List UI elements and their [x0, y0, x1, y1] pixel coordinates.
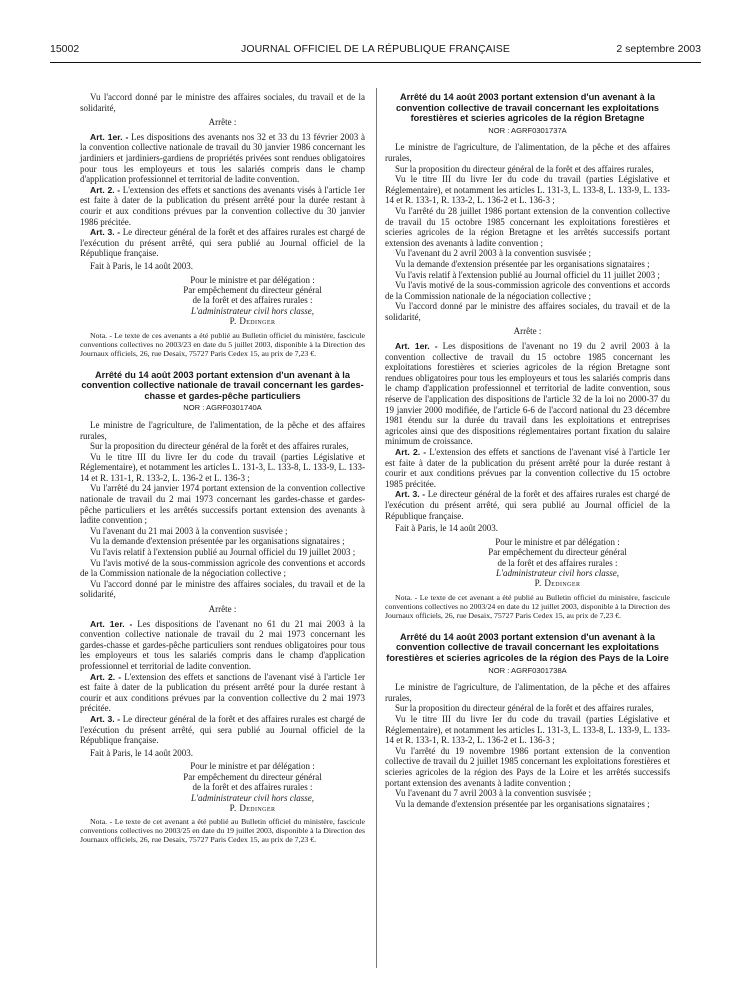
- article-label: Art. 1er. -: [90, 618, 133, 629]
- left-column: [80, 92, 365, 856]
- visa-paragraph: Vu l'arrêté du 19 novembre 1986 portant extension de la convention collective de travail du 2 juillet 1985 concernant les exploitations forestières et scieries agricoles de la région des Pays de la Loire et les arrêtés successifs portant extension des avenants à ladite convention ;: [385, 745, 670, 788]
- visa-paragraph: Vu le titre III du livre Ier du code du travail (parties Législative et Réglementaire), et notamment les articles L. 131-3, L. 133-8, L. 133-9, L. 133-14 et R. 133-1, R. 133-2, L. 136-2 et L. 136-3 ;: [385, 174, 670, 206]
- visa-paragraph: Vu la demande d'extension présentée par les organisations signataires ;: [395, 798, 650, 809]
- visa-paragraph: Vu l'avis relatif à l'extension publié au Journal officiel du 19 juillet 2003 ;: [90, 547, 356, 558]
- article-label: Art. 3. -: [90, 713, 121, 724]
- nor-reference: NOR : AGRF0301740A: [183, 403, 262, 413]
- nota-note: Nota. - Le texte de cet avenant a été publié au Bulletin officiel du ministère, fascicule conventions collectives no 2003/24 en date du 12 juillet 2003, disponible à la Direction des Journaux officiels, 26, rue Desaix, 75727 Paris Cedex 15, au prix de 7,23 €.: [385, 592, 670, 620]
- signature-line: de la forêt et des affaires rurales :: [192, 782, 313, 793]
- signature-block: [80, 275, 365, 327]
- article-1: [385, 341, 670, 447]
- signature-line: Par empêchement du directeur général: [183, 771, 322, 782]
- preamble-paragraph: Le ministre de l'agriculture, de l'alimentation, de la pêche et des affaires rurales,: [385, 142, 670, 163]
- page-number: 15002: [50, 43, 80, 55]
- signature-line: Pour le ministre et par délégation :: [495, 536, 620, 547]
- article-text: Le directeur général de la forêt et des affaires rurales est chargé de l'exécution du présent arrêté, qui sera publié au Journal officiel de la République française.: [80, 713, 365, 746]
- visa-paragraph: Vu l'avenant du 7 avril 2003 à la convention susvisée ;: [395, 788, 592, 799]
- preamble-paragraph: Sur la proposition du directeur général de la forêt et des affaires rurales,: [395, 163, 654, 174]
- article-text: Les dispositions de l'avenant no 61 du 21 mai 2003 à la convention collective nationale de travail du 2 mai 1973 concernant les gardes-chasse et gardes-pêche particuliers sont rendues obligatoires pour tous les employeurs et tous les salariés compris dans le champ d'application professionnel et territorial de ladite convention.: [80, 618, 366, 671]
- article-3: [80, 714, 365, 746]
- journal-title: JOURNAL OFFICIEL DE LA RÉPUBLIQUE FRANÇAISE: [241, 43, 510, 55]
- visa-paragraph: Vu l'arrêté du 28 juillet 1986 portant extension de la convention collective de travail du 15 octobre 1985 concernant les exploitations forestières et scieries agricoles de la région Bretagne et les arrêtés successifs portant extension des avenants à ladite convention ;: [385, 205, 670, 248]
- visa-paragraph: Vu l'arrêté du 24 janvier 1974 portant extension de la convention collective nationale de travail du 2 mai 1973 concernant les gardes-chasse et gardes-pêche particuliers et les arrêtés successifs portant extension des avenants à ladite convention ;: [80, 483, 365, 526]
- arrete-heading: Arrête :: [208, 604, 237, 614]
- decree-title: Arrêté du 14 août 2003 portant extension d'un avenant à la convention collective de travail concernant les exploitations forestières et scieries agricoles de la région des Pays de la Loire: [386, 631, 669, 663]
- visa-paragraph: Vu l'avis motivé de la sous-commission agricole des conventions et accords de la Commission nationale de la négociation collective ;: [80, 557, 365, 579]
- signature-title: L'administrateur civil hors classe,: [496, 567, 619, 578]
- article-label: Art. 2. -: [90, 671, 122, 682]
- article-3: [80, 227, 365, 259]
- article-label: Art. 1er. -: [395, 341, 438, 352]
- article-text: Les dispositions de l'avenant no 19 du 2 avril 2003 à la convention collective de travail du 15 octobre 1985 concernant les exploitations forestières et scieries agricoles de la région Bretagne sont rendues obligatoires pour tous les employeurs et tous les salariés compris dans le champ d'application professionnel et territorial de ladite convention, sous réserve de l'application des dispositions de l'article 32 de la loi no 2000-37 du 19 janvier 2000 modifiée, de l'article 6-6 de l'accord national du 23 décembre 1981 étendu sur la durée du travail dans les exploitations et entreprises agricoles ainsi que des dispositions réglementaires portant fixation du salaire minimum de croissance.: [385, 341, 671, 447]
- decree-title: Arrêté du 14 août 2003 portant extension d'un avenant à la convention collective de travail concernant les exploitations forestières et scieries agricoles de la région Bretagne: [396, 92, 659, 124]
- signature-block: [80, 761, 365, 813]
- article-label: Art. 2. -: [90, 184, 121, 195]
- signature-line: Par empêchement du directeur général: [488, 547, 627, 558]
- visa-paragraph: Vu l'accord donné par le ministre des affaires sociales, du travail et de la solidarité,: [80, 578, 365, 600]
- visa-paragraph: Vu l'avenant du 21 mai 2003 à la convention susvisée ;: [90, 525, 288, 536]
- signature-title: L'administrateur civil hors classe,: [191, 792, 314, 803]
- nota-note: Nota. - Le texte de cet avenant a été publié au Bulletin officiel du ministère, fascicule conventions collectives no 2003/25 en date du 19 juillet 2003, disponible à la Direction des Journaux officiels, 26, rue Desaix, 75727 Paris Cedex 15, au prix de 7,23 €.: [80, 817, 365, 845]
- visa-paragraph: Vu le titre III du livre Ier du code du travail (parties Législative et Réglementaire), et notamment les articles L. 131-3, L. 133-8, L. 133-9, L. 133-14 et R. 133-1, R. 133-2, L. 136-2 et L. 136-3 ;: [385, 713, 670, 746]
- fait-a-paris: Fait à Paris, le 14 août 2003.: [90, 747, 193, 758]
- page-header: [50, 43, 701, 59]
- article-text: Le directeur général de la forêt et des affaires rurales est chargé de l'exécution du présent arrêté, qui sera publié au Journal officiel de la République française.: [385, 489, 670, 521]
- visa-paragraph: Vu l'accord donné par le ministre des affaires sociales, du travail et de la solidarité,: [385, 301, 670, 322]
- visa-paragraph: Vu la demande d'extension présentée par les organisations signataires ;: [90, 536, 345, 547]
- preamble-paragraph: Le ministre de l'agriculture, de l'alimentation, de la pêche et des affaires rurales,: [80, 419, 365, 441]
- article-2: [385, 447, 670, 489]
- preamble-paragraph: Sur la proposition du directeur général de la forêt et des affaires rurales,: [90, 441, 349, 452]
- decree-title: Arrêté du 14 août 2003 portant extension d'un avenant à la convention collective nationale de travail concernant les gardes-chasse et gardes-pêche particuliers: [81, 369, 364, 401]
- preamble-paragraph: Sur la proposition du directeur général de la forêt et des affaires rurales,: [395, 703, 654, 714]
- article-text: L'extension des effets et sanctions des avenants visés à l'article 1er est faite à dater de la publication du présent arrêté pour la durée restant à courir et aux conditions prévues par la convention collective du 30 janvier 1986 précitée.: [80, 184, 366, 227]
- signature-block: [385, 537, 670, 589]
- right-column: [385, 92, 670, 809]
- visa-paragraph: Vu l'avenant du 2 avril 2003 à la convention susvisée ;: [395, 248, 592, 259]
- fait-a-paris: Fait à Paris, le 14 août 2003.: [90, 260, 193, 271]
- arrete-heading: Arrête :: [208, 117, 237, 128]
- signature-line: Par empêchement du directeur général: [183, 284, 322, 295]
- column-divider: [376, 88, 377, 968]
- article-1: [80, 132, 365, 185]
- article-2: [80, 672, 365, 714]
- preamble-paragraph: Le ministre de l'agriculture, de l'alimentation, de la pêche et des affaires rurales,: [385, 682, 670, 703]
- signature-line: Pour le ministre et par délégation :: [190, 761, 315, 772]
- article-label: Art. 3. -: [90, 227, 121, 238]
- visa-paragraph: Vu l'accord donné par le ministre des affaires sociales, du travail et de la solidarité,: [80, 92, 365, 113]
- signature-line: de la forêt et des affaires rurales :: [192, 295, 313, 306]
- article-label: Art. 3. -: [395, 489, 426, 500]
- visa-paragraph: Vu l'avis relatif à l'extension publié au Journal officiel du 11 juillet 2003 ;: [395, 269, 660, 280]
- visa-paragraph: Vu l'avis motivé de la sous-commission agricole des conventions et accords de la Commission nationale de la négociation collective ;: [385, 280, 670, 301]
- signatory-name: P. Dedinger: [534, 578, 581, 589]
- header-rule: [50, 62, 701, 63]
- article-text: L'extension des effets et sanctions de l'avenant visé à l'article 1er est faite à dater de la publication du présent arrêté pour la durée restant à courir et aux conditions prévues par la convention collective du 15 octobre 1985 précitée.: [385, 447, 671, 489]
- nota-note: Nota. - Le texte de ces avenants a été publié au Bulletin officiel du ministère, fascicule conventions collectives no 2003/23 en date du 5 juillet 2003, disponible à la Direction des Journaux officiels, 26, rue Desaix, 75727 Paris Cedex 15, au prix de 7,23 €.: [80, 330, 365, 358]
- signatory-name: P. Dedinger: [229, 316, 276, 327]
- article-text: Les dispositions des avenants nos 32 et 33 du 13 février 2003 à la convention collective nationale de travail du 30 janvier 1986 concernant les jardiniers et jardiniers-gardiens de propriétés privées sont rendues obligatoires pour tous les employeurs et tous les salariés compris dans le champ d'application professionnel et territorial de ladite convention.: [80, 131, 365, 185]
- fait-a-paris: Fait à Paris, le 14 août 2003.: [395, 523, 498, 534]
- signature-line: de la forêt et des affaires rurales :: [497, 557, 618, 568]
- visa-paragraph: Vu le titre III du livre Ier du code du travail (parties Législative et Réglementaire), et notamment les articles L. 131-3, L. 133-8, L. 133-9, L. 133-14 et R. 131-1, R. 133-2, L. 136-2 et L. 136-3 ;: [80, 451, 365, 483]
- article-2: [80, 185, 365, 227]
- article-text: L'extension des effets et sanctions de l'avenant visé à l'article 1er est faite à dater de la publication du présent arrêté pour la durée restant à courir et aux conditions prévues par la convention collective du 2 mai 1973 précitée.: [80, 671, 366, 714]
- nor-reference: NOR : AGRF0301738A: [488, 665, 567, 675]
- article-3: [385, 489, 670, 521]
- signature-line: Pour le ministre et par délégation :: [190, 274, 315, 285]
- signatory-name: P. Dedinger: [229, 802, 276, 813]
- signature-title: L'administrateur civil hors classe,: [191, 305, 314, 316]
- issue-date: 2 septembre 2003: [616, 43, 701, 55]
- visa-paragraph: Vu la demande d'extension présentée par les organisations signataires ;: [395, 258, 650, 269]
- arrete-heading: Arrête :: [513, 326, 542, 337]
- nor-reference: NOR : AGRF0301737A: [488, 125, 567, 135]
- article-1: [80, 619, 365, 672]
- article-label: Art. 2. -: [395, 447, 427, 457]
- article-label: Art. 1er. -: [90, 131, 129, 142]
- article-text: Le directeur général de la forêt et des affaires rurales est chargé de l'exécution du présent arrêté, qui sera publié au Journal officiel de la République française.: [80, 227, 365, 259]
